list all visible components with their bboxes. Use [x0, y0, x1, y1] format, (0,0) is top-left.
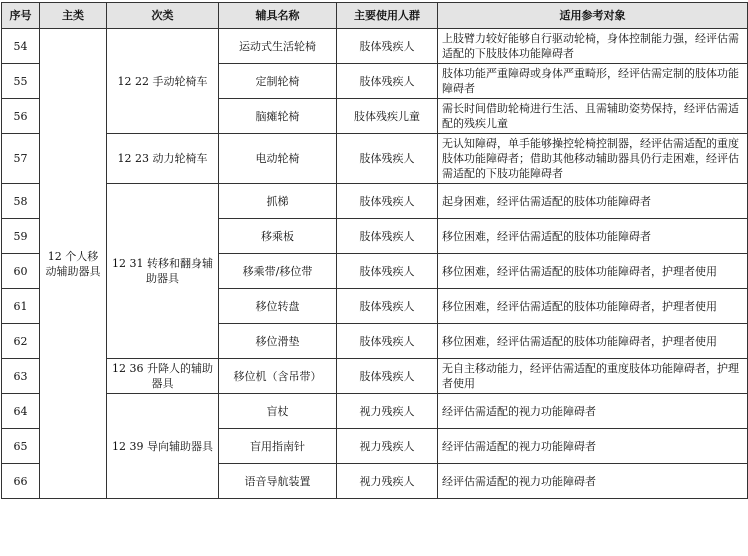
user-group: 视力残疾人 [337, 429, 438, 464]
aid-name: 定制轮椅 [219, 64, 337, 99]
target: 起身困难，经评估需适配的肢体功能障碍者 [438, 184, 748, 219]
col-header-no: 序号 [2, 3, 40, 29]
target: 肢体功能严重障碍或身体严重畸形，经评估需定制的肢体功能障碍者 [438, 64, 748, 99]
subclass-cell: 12 22 手动轮椅车 [107, 29, 219, 134]
col-header-user-group: 主要使用人群 [337, 3, 438, 29]
col-header-subclass: 次类 [107, 3, 219, 29]
user-group: 肢体残疾人 [337, 289, 438, 324]
aid-name: 电动轮椅 [219, 134, 337, 184]
col-header-aid-name: 辅具名称 [219, 3, 337, 29]
row-no: 62 [2, 324, 40, 359]
target: 经评估需适配的视力功能障碍者 [438, 464, 748, 499]
aid-name: 移乘板 [219, 219, 337, 254]
aid-table [1, 2, 748, 499]
user-group: 视力残疾人 [337, 394, 438, 429]
user-group: 肢体残疾人 [337, 64, 438, 99]
row-no: 58 [2, 184, 40, 219]
aid-name: 脑瘫轮椅 [219, 99, 337, 134]
subclass-cell: 12 36 升降人的辅助器具 [107, 359, 219, 394]
aid-name: 语音导航装置 [219, 464, 337, 499]
user-group: 肢体残疾人 [337, 184, 438, 219]
table-row [2, 359, 748, 394]
user-group: 肢体残疾人 [337, 359, 438, 394]
target: 经评估需适配的视力功能障碍者 [438, 429, 748, 464]
table-row [2, 394, 748, 429]
aid-name: 移位转盘 [219, 289, 337, 324]
row-no: 56 [2, 99, 40, 134]
user-group: 肢体残疾人 [337, 134, 438, 184]
col-header-target: 适用参考对象 [438, 3, 748, 29]
table-row [2, 134, 748, 184]
aid-name: 移乘带/移位带 [219, 254, 337, 289]
aid-name: 盲用指南针 [219, 429, 337, 464]
row-no: 61 [2, 289, 40, 324]
target: 移位困难，经评估需适配的肢体功能障碍者，护理者使用 [438, 289, 748, 324]
table-row [2, 184, 748, 219]
subclass-cell: 12 31 转移和翻身辅助器具 [107, 184, 219, 359]
target: 无认知障碍，单手能够操控轮椅控制器，经评估需适配的重度肢体功能障碍者；借助其他移动辅助器具仍行走困难，经评估需适配的下肢功能障碍者 [438, 134, 748, 184]
aid-name: 移位滑垫 [219, 324, 337, 359]
aid-name: 移位机（含吊带） [219, 359, 337, 394]
row-no: 60 [2, 254, 40, 289]
row-no: 66 [2, 464, 40, 499]
target: 移位困难，经评估需适配的肢体功能障碍者，护理者使用 [438, 254, 748, 289]
user-group: 肢体残疾人 [337, 219, 438, 254]
row-no: 57 [2, 134, 40, 184]
subclass-cell: 12 23 动力轮椅车 [107, 134, 219, 184]
col-header-main-class: 主类 [40, 3, 107, 29]
subclass-cell: 12 39 导向辅助器具 [107, 394, 219, 499]
target: 移位困难，经评估需适配的肢体功能障碍者 [438, 219, 748, 254]
target: 无自主移动能力，经评估需适配的重度肢体功能障碍者，护理者使用 [438, 359, 748, 394]
aid-name: 运动式生活轮椅 [219, 29, 337, 64]
user-group: 肢体残疾儿童 [337, 99, 438, 134]
user-group: 肢体残疾人 [337, 324, 438, 359]
row-no: 55 [2, 64, 40, 99]
target: 移位困难，经评估需适配的肢体功能障碍者，护理者使用 [438, 324, 748, 359]
row-no: 59 [2, 219, 40, 254]
row-no: 63 [2, 359, 40, 394]
main-class-cell: 12 个人移动辅助器具 [40, 29, 107, 499]
target: 上肢臂力较好能够自行驱动轮椅，身体控制能力强，经评估需适配的下肢肢体功能障碍者 [438, 29, 748, 64]
aid-name: 盲杖 [219, 394, 337, 429]
row-no: 64 [2, 394, 40, 429]
table-row [2, 29, 748, 64]
header-row [2, 3, 748, 29]
aid-name: 抓梯 [219, 184, 337, 219]
target: 需长时间借助轮椅进行生活、且需辅助姿势保持，经评估需适配的残疾儿童 [438, 99, 748, 134]
row-no: 54 [2, 29, 40, 64]
user-group: 肢体残疾人 [337, 254, 438, 289]
row-no: 65 [2, 429, 40, 464]
user-group: 视力残疾人 [337, 464, 438, 499]
user-group: 肢体残疾人 [337, 29, 438, 64]
target: 经评估需适配的视力功能障碍者 [438, 394, 748, 429]
